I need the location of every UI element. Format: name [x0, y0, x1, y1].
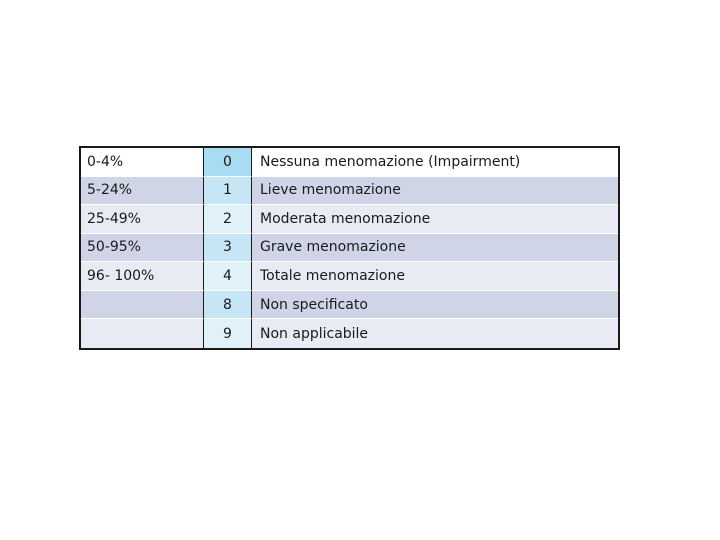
code-cell: 9: [203, 319, 252, 348]
impairment-scale-table: [79, 146, 620, 350]
range-cell: 50-95%: [81, 234, 203, 263]
description-cell: Grave menomazione: [252, 234, 618, 263]
range-cell: [81, 291, 203, 320]
code-cell: 8: [203, 291, 252, 320]
code-cell: 2: [203, 205, 252, 234]
description-cell: Non specificato: [252, 291, 618, 320]
range-cell: [81, 319, 203, 348]
code-cell: 4: [203, 262, 252, 291]
code-cell: 3: [203, 234, 252, 263]
range-cell: 96- 100%: [81, 262, 203, 291]
range-cell: 25-49%: [81, 205, 203, 234]
description-cell: Non applicabile: [252, 319, 618, 348]
range-cell: 0-4%: [81, 148, 203, 177]
description-cell: Moderata menomazione: [252, 205, 618, 234]
code-cell: 0: [203, 148, 252, 177]
description-cell: Totale menomazione: [252, 262, 618, 291]
description-cell: Lieve menomazione: [252, 177, 618, 206]
code-cell: 1: [203, 177, 252, 206]
range-cell: 5-24%: [81, 177, 203, 206]
description-cell: Nessuna menomazione (Impairment): [252, 148, 618, 177]
